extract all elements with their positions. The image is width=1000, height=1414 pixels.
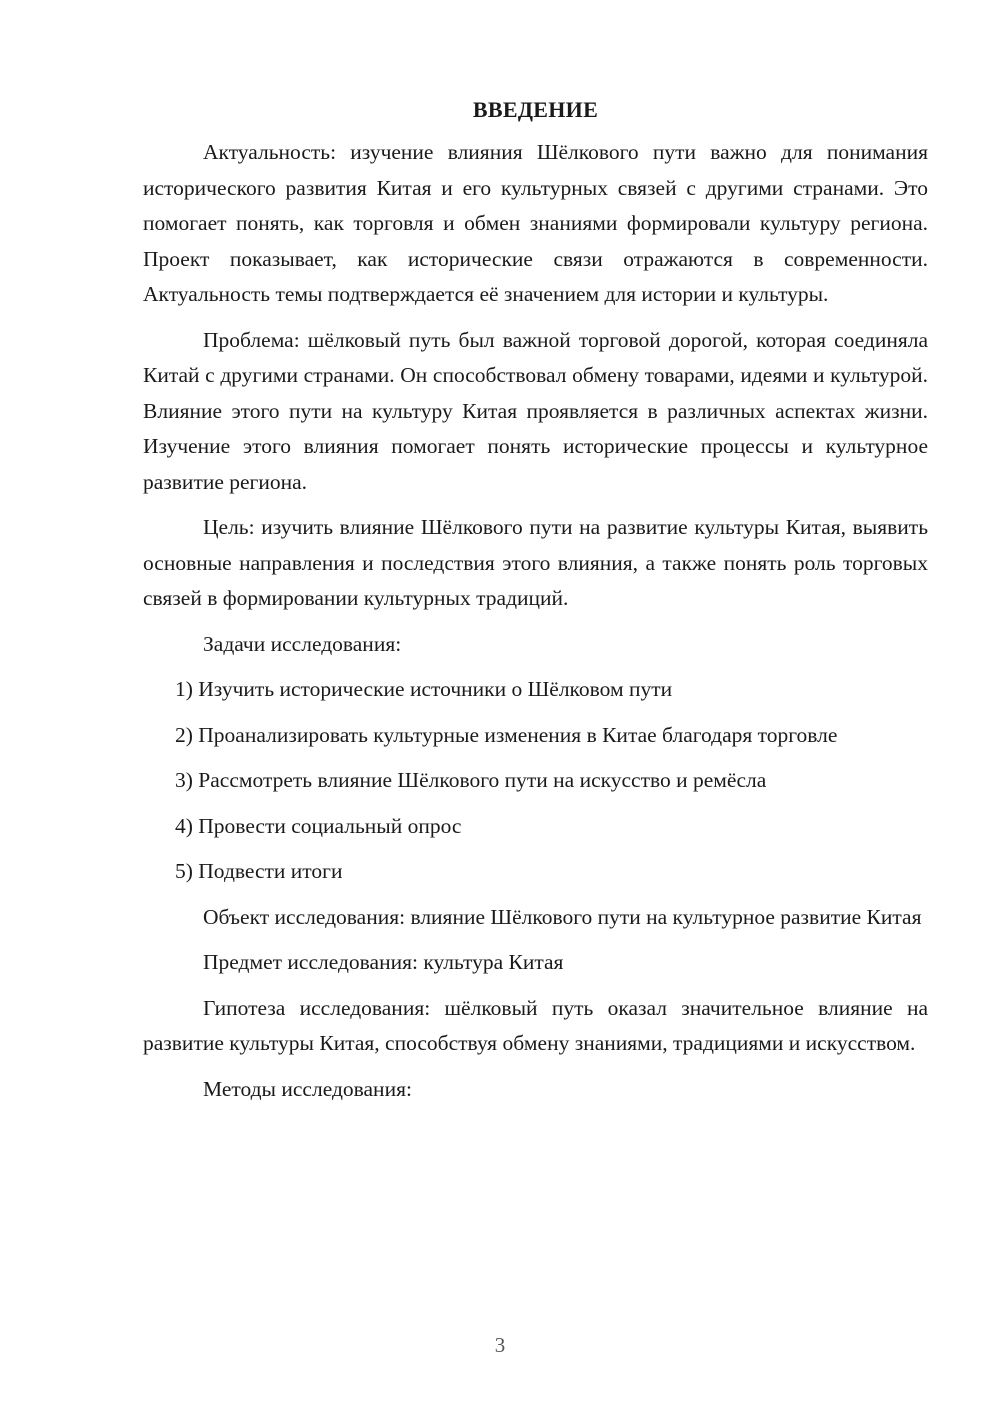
task-item-3: 3) Рассмотреть влияние Шёлкового пути на искусство и ремёсла	[175, 768, 767, 792]
problem-paragraph: Проблема: шёлковый путь был важной торговой дорогой, которая соединяла Китай с другими странами. Он способствовал обмену товарами, идеями и культурой. Влияние этого пути на культуру Китая проявляется в различных аспектах жизни. Изучение этого влияния помогает понять исторические процессы и культурное развитие региона.	[143, 327, 928, 494]
section-title: ВВЕДЕНИЕ	[472, 97, 599, 122]
goal-paragraph: Цель: изучить влияние Шёлкового пути на развитие культуры Китая, выявить основные направления и последствия этого влияния, а также понять роль торговых связей в формировании культурных традиций.	[143, 515, 928, 610]
task-item-1: 1) Изучить исторические источники о Шёлковом пути	[175, 677, 673, 701]
methods-heading: Методы исследования:	[203, 1076, 412, 1101]
tasks-heading: Задачи исследования:	[203, 631, 402, 656]
subject-paragraph: Предмет исследования: культура Китая	[203, 950, 564, 974]
task-item-2: 2) Проанализировать культурные изменения в Китае благодаря торговле	[175, 722, 838, 747]
document-page	[143, 95, 928, 1117]
task-item-5: 5) Подвести итоги	[175, 859, 343, 883]
relevance-paragraph: Актуальность: изучение влияния Шёлкового пути важно для понимания исторического развития Китая и его культурных связей с другими странами. Это помогает понять, как торговля и обмен знаниями формировали культуру региона. Проект показывает, как исторические связи отражаются в современности. Актуальность темы подтверждается её значением для истории и культуры.	[143, 140, 928, 306]
task-item-4: 4) Провести социальный опрос	[175, 813, 462, 838]
page-number: 3	[494, 1333, 506, 1357]
hypothesis-paragraph: Гипотеза исследования: шёлковый путь оказал значительное влияние на развитие культуры Китая, способствуя обмену знаниями, традициями и искусством.	[143, 995, 928, 1055]
object-paragraph: Объект исследования: влияние Шёлкового пути на культурное развитие Китая	[203, 904, 922, 929]
